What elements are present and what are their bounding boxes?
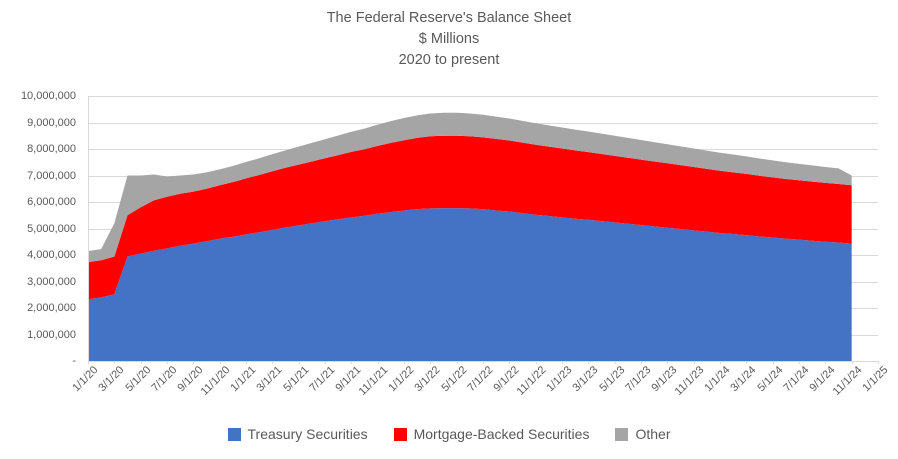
x-axis-tick-label: 7/1/21	[307, 364, 338, 395]
stacked-area-series	[88, 96, 878, 361]
x-axis-tick	[483, 361, 484, 364]
x-axis-tick	[246, 361, 247, 364]
x-axis-tick	[351, 361, 352, 364]
x-axis-tick-label: 7/1/24	[781, 364, 812, 395]
x-axis-tick-label: 5/1/24	[755, 364, 786, 395]
x-axis-tick-label: 7/1/20	[149, 364, 180, 395]
x-axis-tick	[667, 361, 668, 364]
x-axis-tick	[562, 361, 563, 364]
x-axis-tick	[220, 361, 221, 364]
chart-title-line-2: $ Millions	[418, 31, 480, 47]
x-axis-tick	[114, 361, 115, 364]
x-axis-tick-label: 1/1/24	[702, 364, 733, 395]
x-axis-tick	[378, 361, 379, 364]
legend-item[interactable]	[394, 426, 590, 442]
y-axis-tick-label: 8,000,000	[27, 143, 76, 155]
x-axis-tick-label: 9/1/21	[333, 364, 364, 395]
x-axis-tick-label: 11/1/21	[356, 364, 391, 398]
x-axis-tick	[88, 361, 89, 364]
x-axis-tick	[325, 361, 326, 364]
legend-swatch	[615, 428, 628, 441]
x-axis-tick-label: 5/1/21	[281, 364, 312, 395]
y-axis-labels	[0, 90, 82, 367]
x-axis-tick-label: 11/1/23	[672, 364, 707, 398]
chart-legend	[0, 426, 898, 442]
chart-title-line-1: The Federal Reserve's Balance Sheet	[326, 10, 572, 26]
x-axis-tick	[641, 361, 642, 364]
plot-area-wrapper	[88, 96, 878, 361]
x-axis-tick-label: 11/1/22	[514, 364, 549, 398]
y-axis-tick-label: 3,000,000	[27, 275, 76, 288]
x-axis-tick	[825, 361, 826, 364]
x-axis-tick-label: 1/1/20	[70, 364, 101, 395]
x-axis-tick	[430, 361, 431, 364]
x-axis-tick-label: 7/1/23	[623, 364, 654, 395]
x-axis-tick	[746, 361, 747, 364]
legend-item[interactable]	[228, 426, 368, 442]
legend-item[interactable]	[615, 426, 670, 442]
x-axis-tick	[852, 361, 853, 364]
y-axis-tick-label: 4,000,000	[27, 249, 76, 261]
x-axis-tick-label: 5/1/20	[123, 364, 154, 395]
x-axis-tick-label: 1/1/21	[228, 364, 259, 395]
x-axis-tick-label: 3/1/20	[96, 364, 127, 395]
legend-label: Treasury Securities	[247, 426, 368, 442]
x-axis-tick-label: 9/1/23	[649, 364, 680, 395]
x-axis-tick-label: 5/1/22	[439, 364, 470, 395]
y-axis-tick-label: 9,000,000	[27, 116, 76, 129]
x-axis-tick-label: 1/1/25	[860, 364, 891, 395]
legend-swatch	[228, 428, 241, 441]
x-axis-tick-label: 5/1/23	[597, 364, 628, 395]
x-axis-tick-label: 11/1/24	[830, 364, 865, 398]
legend-label: Other	[635, 426, 671, 442]
x-axis-tick	[536, 361, 537, 364]
x-axis-tick	[720, 361, 721, 364]
x-axis-tick-label: 1/1/23	[544, 364, 575, 395]
x-axis-tick	[773, 361, 774, 364]
y-axis-tick-label: 5,000,000	[27, 222, 76, 235]
x-axis-tick-label: 3/1/23	[570, 364, 601, 395]
x-axis-tick	[193, 361, 194, 364]
x-axis-tick-label: 1/1/22	[386, 364, 417, 395]
x-axis-tick-label: 9/1/22	[491, 364, 522, 395]
y-axis-tick-label: -	[72, 355, 76, 367]
y-axis-tick-label: 1,000,000	[27, 328, 76, 341]
y-axis-line	[88, 96, 89, 362]
x-axis-labels	[70, 364, 891, 424]
chart-title-line-3: 2020 to present	[398, 52, 500, 68]
x-axis-tick-label: 9/1/20	[175, 364, 206, 395]
x-axis-tick	[167, 361, 168, 364]
x-axis-tick-label: 9/1/24	[807, 364, 838, 395]
x-axis-tick	[272, 361, 273, 364]
x-axis-tick	[404, 361, 405, 364]
y-axis-tick-label: 6,000,000	[27, 196, 76, 208]
y-axis-tick-label: 2,000,000	[27, 302, 76, 314]
x-axis-tick	[588, 361, 589, 364]
x-axis-tick	[457, 361, 458, 364]
x-axis-tick	[878, 361, 879, 364]
legend-label: Mortgage-Backed Securities	[413, 426, 590, 442]
x-axis-tick	[799, 361, 800, 364]
x-axis-tick	[694, 361, 695, 364]
chart-title	[0, 8, 898, 71]
x-axis-tick-label: 3/1/22	[412, 364, 443, 395]
x-axis-tick	[509, 361, 510, 364]
x-axis-tick	[615, 361, 616, 364]
x-axis-tick-label: 3/1/24	[728, 364, 759, 395]
x-axis-tick-label: 11/1/20	[198, 364, 233, 398]
x-axis-tick	[299, 361, 300, 364]
plot-area	[88, 96, 878, 361]
x-axis-tick-label: 7/1/22	[465, 364, 496, 395]
x-axis-tick	[141, 361, 142, 364]
y-axis-tick-label: 10,000,000	[20, 90, 76, 102]
y-axis-tick-label: 7,000,000	[27, 169, 76, 182]
legend-swatch	[394, 428, 407, 441]
x-axis-tick-label: 3/1/21	[254, 364, 285, 395]
